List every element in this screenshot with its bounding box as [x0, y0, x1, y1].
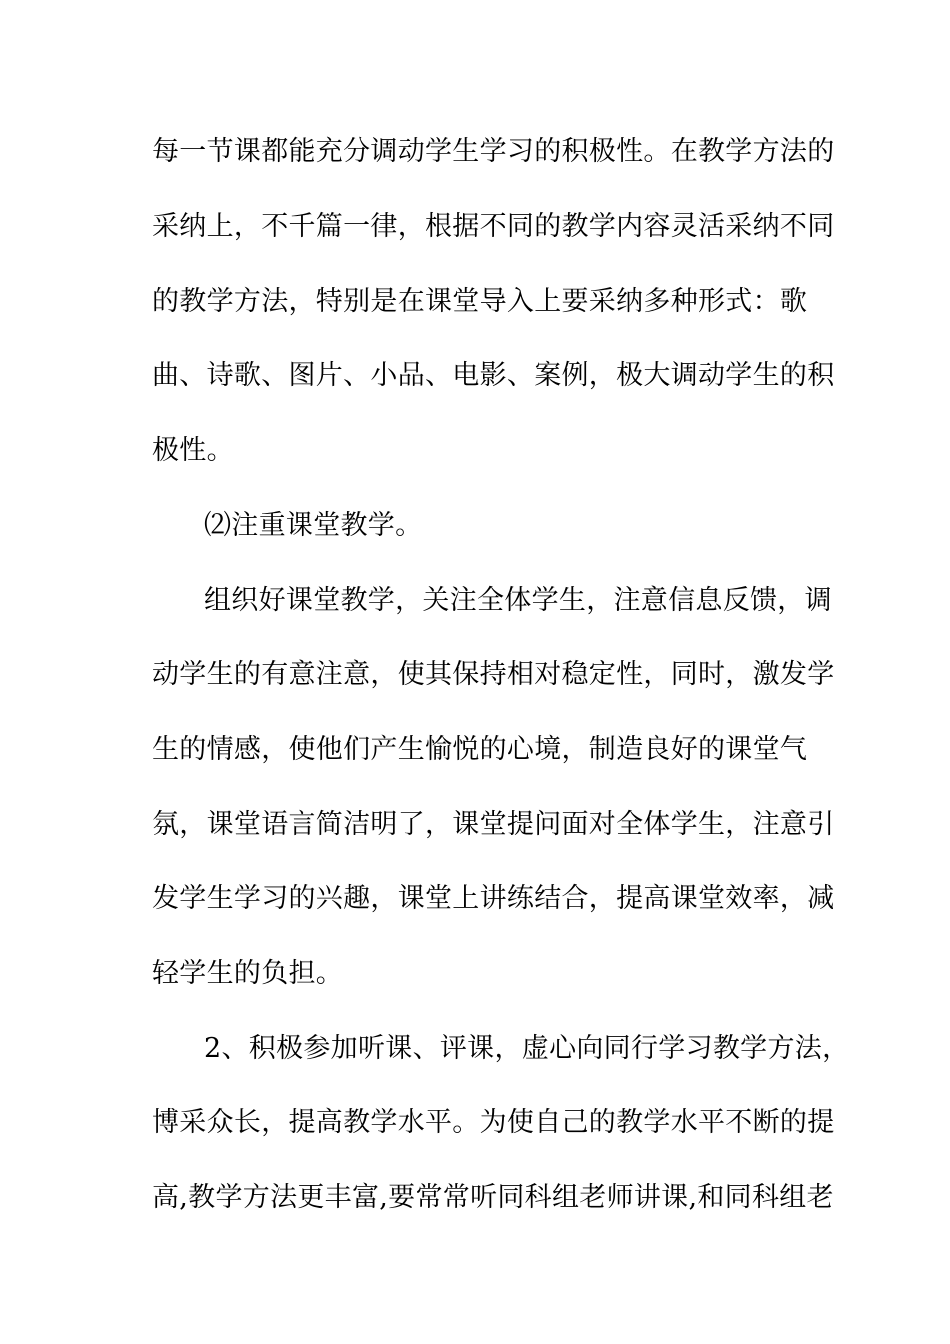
text-line: 每一节课都能充分调动学生学习的积极性。在教学方法的	[152, 136, 835, 167]
text-line: 极性。	[152, 435, 234, 466]
text-line: 发学生学习的兴趣，课堂上讲练结合，提高课堂效率，减	[152, 883, 835, 914]
text-line: 氛，课堂语言简洁明了，课堂提问面对全体学生，注意引	[152, 809, 835, 840]
text-line: 博采众长，提高教学水平。为使自己的教学水平不断的提	[152, 1107, 835, 1138]
text-line: 动学生的有意注意，使其保持相对稳定性，同时，激发学	[152, 659, 835, 690]
text-line: 轻学生的负担。	[152, 958, 344, 989]
text-line: 高,教学方法更丰富,要常常听同科组老师讲课,和同科组老	[152, 1182, 834, 1213]
text-line: 组织好课堂教学，关注全体学生，注意信息反馈，调	[204, 585, 832, 616]
text-line: 曲、诗歌、图片、小品、电影、案例，极大调动学生的积	[152, 360, 835, 391]
text-line: 生的情感，使他们产生愉悦的心境，制造良好的课堂气	[152, 734, 808, 765]
subheading: ⑵注重课堂教学。	[204, 510, 423, 541]
text-line: 2、积极参加听课、评课，虚心向同行学习教学方法，	[204, 1033, 850, 1064]
text-line: 采纳上，不千篇一律，根据不同的教学内容灵活采纳不同	[152, 211, 835, 242]
text-line: 的教学方法，特别是在课堂导入上要采纳多种形式：歌	[152, 286, 808, 317]
